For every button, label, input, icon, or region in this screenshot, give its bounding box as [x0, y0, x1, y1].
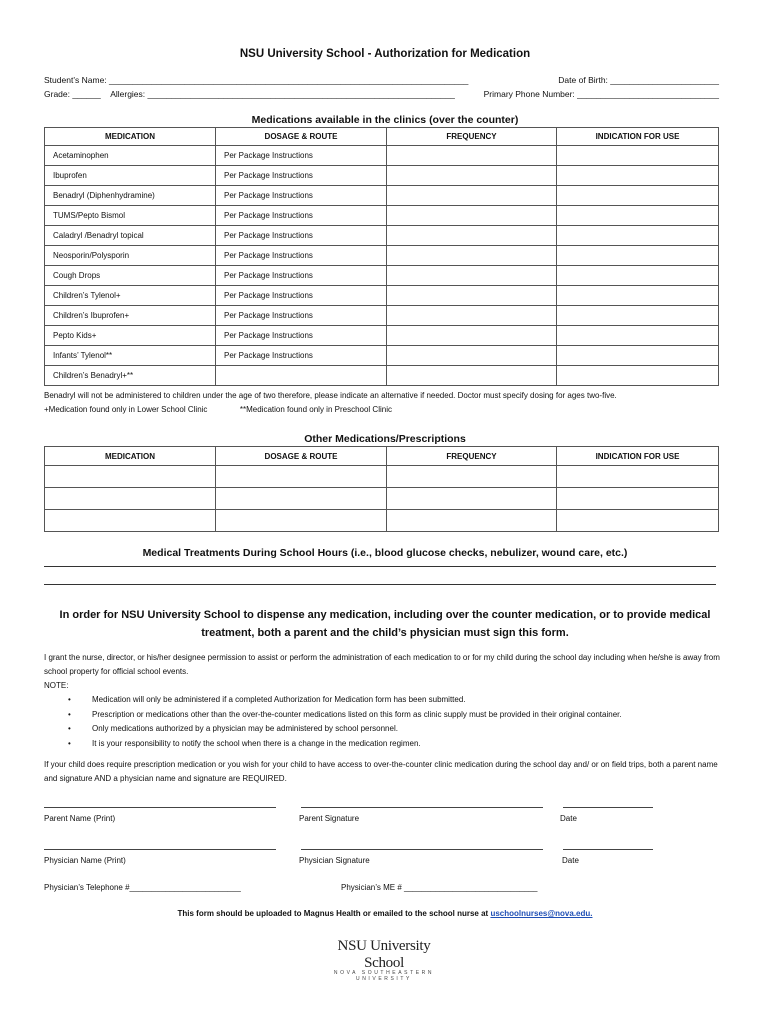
frequency-cell[interactable] — [387, 346, 557, 366]
parent-name-label: Parent Name (Print) — [44, 814, 116, 823]
medication-cell: Infants’ Tylenol** — [45, 346, 216, 366]
dosage-cell[interactable] — [216, 510, 387, 532]
dosage-cell: Per Package Instructions — [216, 166, 387, 186]
frequency-cell[interactable] — [387, 226, 557, 246]
note-label: NOTE: — [44, 681, 69, 690]
logo-subtitle: NOVA SOUTHEASTERN UNIVERSITY — [333, 970, 435, 982]
phone-label: Primary Phone Number: — [483, 89, 578, 99]
table-row — [45, 226, 719, 246]
dosage-cell[interactable] — [216, 488, 387, 510]
table-row — [45, 346, 719, 366]
medication-cell: Benadryl (Diphenhydramine) — [45, 186, 216, 206]
nurse-email-link[interactable]: uschoolnurses@nova.edu. — [490, 909, 593, 918]
medication-cell: Caladryl /Benadryl topical — [45, 226, 216, 246]
other-header-row — [45, 447, 719, 466]
grade-label: Grade: — [44, 89, 73, 99]
dosage-cell: Per Package Instructions — [216, 346, 387, 366]
header-medication: MEDICATION — [45, 447, 216, 466]
frequency-cell[interactable] — [387, 266, 557, 286]
list-item: • Prescription or medications other than the over-the-counter medications listed on this form as clinic supply must be provided in their original container. — [88, 708, 622, 723]
frequency-cell[interactable] — [387, 466, 557, 488]
frequency-cell[interactable] — [387, 166, 557, 186]
indication-cell[interactable] — [557, 166, 719, 186]
other-medication-table — [44, 446, 719, 532]
header-frequency: FREQUENCY — [387, 447, 557, 466]
otc-medication-table — [44, 127, 719, 386]
dob-field[interactable]: _______________________ — [610, 75, 719, 85]
dosage-cell: Per Package Instructions — [216, 286, 387, 306]
frequency-cell[interactable] — [387, 488, 557, 510]
physician-signature-label: Physician Signature — [299, 856, 370, 865]
frequency-cell[interactable] — [387, 186, 557, 206]
frequency-cell[interactable] — [387, 326, 557, 346]
table-row — [45, 510, 719, 532]
treatments-line-1[interactable] — [44, 566, 716, 567]
allergies-field[interactable]: _________________________________________________________________ — [147, 89, 455, 99]
benadryl-note: Benadryl will not be administered to children under the age of two therefore, please indicate an alternative if needed. Doctor must specify dosing for ages two-five. — [44, 391, 617, 400]
header-frequency: FREQUENCY — [387, 128, 557, 146]
dosage-cell: Per Package Instructions — [216, 146, 387, 166]
table-row — [45, 366, 719, 386]
table-row — [45, 266, 719, 286]
list-item: • Medication will only be administered if a completed Authorization for Medication form has been submitted. — [88, 693, 622, 708]
frequency-cell[interactable] — [387, 206, 557, 226]
student-name-label: Student’s Name: — [44, 75, 110, 85]
indication-cell[interactable] — [557, 146, 719, 166]
dosage-cell[interactable] — [216, 466, 387, 488]
parent-date-field[interactable] — [563, 807, 653, 808]
table-row — [45, 206, 719, 226]
list-item: • It is your responsibility to notify the school when there is a change in the medication regimen. — [88, 737, 622, 752]
indication-cell[interactable] — [557, 346, 719, 366]
dosage-cell: Per Package Instructions — [216, 266, 387, 286]
allergies-label: Allergies: — [110, 89, 148, 99]
consent-paragraph: I grant the nurse, director, or his/her designee permission to assist or perform the administration of each medication to or for my child during the school day including when he/she is away from school property for official school events. — [44, 653, 720, 676]
medication-cell[interactable] — [45, 488, 216, 510]
header-medication: MEDICATION — [45, 128, 216, 146]
indication-cell[interactable] — [557, 226, 719, 246]
medication-cell: Children’s Ibuprofen+ — [45, 306, 216, 326]
indication-cell[interactable] — [557, 510, 719, 532]
parent-name-field[interactable] — [44, 807, 276, 808]
student-name-field[interactable]: ____________________________________________________________________________ — [109, 75, 469, 85]
dob-label: Date of Birth: — [558, 75, 611, 85]
dosage-cell: Per Package Instructions — [216, 306, 387, 326]
physician-telephone-field[interactable]: Physician’s Telephone #_________________________ — [44, 883, 241, 892]
dosage-cell: Per Package Instructions — [216, 246, 387, 266]
frequency-cell[interactable] — [387, 306, 557, 326]
otc-header-row — [45, 128, 719, 146]
header-dosage: DOSAGE & ROUTE — [216, 447, 387, 466]
table-row — [45, 286, 719, 306]
parent-physician-statement: In order for NSU University School to dispense any medication, including over the counter medication, or to provide medical treatment, both a parent and the child’s physician must sign this form. — [59, 609, 711, 639]
table-row — [45, 326, 719, 346]
medication-cell: Ibuprofen — [45, 166, 216, 186]
frequency-cell[interactable] — [387, 246, 557, 266]
dosage-cell — [216, 366, 387, 386]
physician-name-label: Physician Name (Print) — [44, 856, 126, 865]
indication-cell[interactable] — [557, 186, 719, 206]
logo-name: NSU University School — [337, 938, 431, 971]
otc-section-title: Medications available in the clinics (over the counter) — [251, 114, 519, 126]
indication-cell[interactable] — [557, 306, 719, 326]
footer-text: This form should be uploaded to Magnus Health or emailed to the school nurse at — [177, 909, 491, 918]
treatments-line-2[interactable] — [44, 584, 716, 585]
lower-school-note: +Medication found only in Lower School Clinic — [44, 405, 208, 414]
clinic-note — [44, 405, 392, 414]
header-indication: INDICATION FOR USE — [557, 128, 719, 146]
treatments-title: Medical Treatments During School Hours (i.e., blood glucose checks, nebulizer, wound care, etc.) — [142, 547, 628, 559]
table-row — [45, 186, 719, 206]
student-name-row — [44, 75, 719, 85]
indication-cell[interactable] — [557, 466, 719, 488]
table-row — [45, 306, 719, 326]
parent-signature-label: Parent Signature — [299, 814, 360, 823]
table-row — [45, 466, 719, 488]
medication-cell: Children’s Tylenol+ — [45, 286, 216, 306]
indication-cell[interactable] — [557, 366, 719, 386]
school-logo — [316, 938, 452, 982]
indication-cell[interactable] — [557, 326, 719, 346]
requirement-paragraph: If your child does require prescription medication or you wish for your child to have access to over-the-counter clinic medication during the school day and/ or on field trips, both a parent name and signature AND a physician name and signature are REQUIRED. — [44, 760, 718, 783]
header-indication: INDICATION FOR USE — [557, 447, 719, 466]
indication-cell[interactable] — [557, 246, 719, 266]
physician-me-field[interactable]: Physician’s ME # ______________________________ — [341, 883, 538, 892]
medication-cell: Neosporin/Polysporin — [45, 246, 216, 266]
grade-field[interactable]: ______ — [72, 89, 101, 99]
medication-cell: Children’s Benadryl+** — [45, 366, 216, 386]
frequency-cell[interactable] — [387, 510, 557, 532]
date-label: Date — [562, 856, 579, 865]
date-label: Date — [560, 814, 577, 823]
medication-cell: Acetaminophen — [45, 146, 216, 166]
medication-cell: TUMS/Pepto Bismol — [45, 206, 216, 226]
header-dosage: DOSAGE & ROUTE — [216, 128, 387, 146]
table-row — [45, 488, 719, 510]
other-section-title: Other Medications/Prescriptions — [304, 433, 466, 445]
frequency-cell[interactable] — [387, 366, 557, 386]
table-row — [45, 166, 719, 186]
physician-name-field[interactable] — [44, 849, 276, 850]
preschool-note: **Medication found only in Preschool Clinic — [239, 405, 392, 414]
form-title: NSU University School - Authorization for Medication — [239, 48, 531, 60]
frequency-cell[interactable] — [387, 286, 557, 306]
medication-cell[interactable] — [45, 510, 216, 532]
indication-cell[interactable] — [557, 206, 719, 226]
dosage-cell: Per Package Instructions — [216, 186, 387, 206]
phone-field[interactable]: ______________________________ — [577, 89, 719, 99]
rules-list — [88, 693, 622, 751]
indication-cell[interactable] — [557, 266, 719, 286]
upload-instructions — [0, 909, 770, 918]
dosage-cell: Per Package Instructions — [216, 326, 387, 346]
indication-cell[interactable] — [557, 286, 719, 306]
medication-cell: Pepto Kids+ — [45, 326, 216, 346]
dosage-cell: Per Package Instructions — [216, 206, 387, 226]
list-item: • Only medications authorized by a physician may be administered by school personnel. — [88, 722, 622, 737]
indication-cell[interactable] — [557, 488, 719, 510]
table-row — [45, 146, 719, 166]
physician-signature-field[interactable] — [301, 849, 543, 850]
physician-date-field[interactable] — [563, 849, 653, 850]
grade-row — [44, 89, 719, 99]
frequency-cell[interactable] — [387, 146, 557, 166]
table-row — [45, 246, 719, 266]
parent-signature-field[interactable] — [301, 807, 543, 808]
dosage-cell: Per Package Instructions — [216, 226, 387, 246]
medication-cell: Cough Drops — [45, 266, 216, 286]
medication-cell[interactable] — [45, 466, 216, 488]
